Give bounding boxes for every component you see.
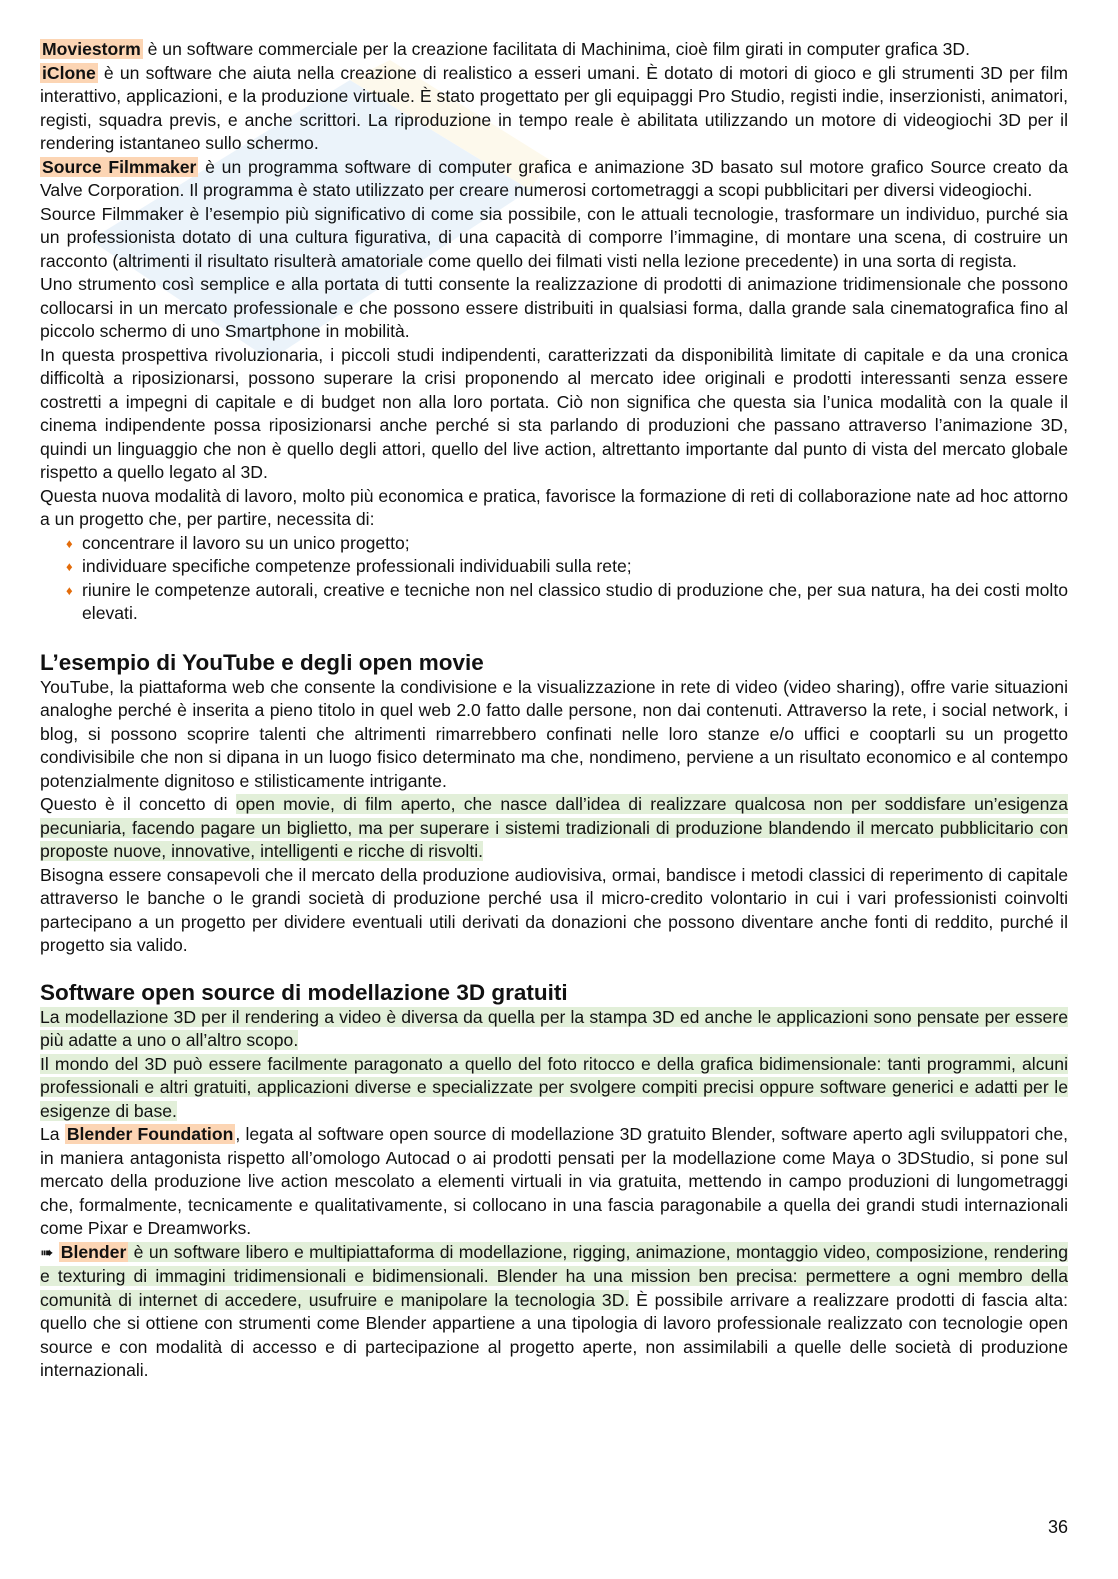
document-page <box>40 38 1068 1383</box>
paragraph-sfm-example: Source Filmmaker è l’esempio più significativo di come sia possibile, con le attuali tecnologie, trasformare un individuo, purché sia un professionista dotato di una cultura figurativa, di una capacità di comporre l’immagine, di montare una scena, di costruire un racconto (altrimenti il risultato risulterà amatoriale come quello dei filmati visti nella lezione precedente) in una sorta di regista. <box>40 203 1068 271</box>
paragraph-micro-credit: Bisogna essere consapevoli che il mercato della produzione audiovisiva, ormai, bandisce i metodi classici di reperimento di capitale attraverso le banche o le grandi società di produzione perché usa il micro-credito volontario in cui i vari professionisti coinvolti partecipano a un progetto per dividere eventuali utili derivati da donazioni che possono diventare anche fonti di reddito, purché il progetto sia valido. <box>40 864 1068 955</box>
paragraph-simple-tool: Uno strumento così semplice e alla portata di tutti consente la realizzazione di prodotti di animazione tridimensionale che possono collocarsi in un mercato professionale e che possono essere distribuiti in qualsiasi forma, dalla grande sala cinematografica fino al piccolo schermo di uno Smartphone in mobilità. <box>40 274 1068 341</box>
page-number: 36 <box>1047 1517 1068 1537</box>
highlight-open-movie: open movie, di film aperto, che nasce dall’idea di realizzare qualcosa non per soddisfare un’esigenza pecuniaria, facendo pagare un biglietto, ma per superare i sistemi tradizionali di produzione blandendo il mercato pubblicitario con proposte nuove, innovative, intelligenti e ricche di risvolti. <box>40 794 1068 861</box>
bullet-list <box>40 532 1068 626</box>
list-item: ♦ concentrare il lavoro su un unico progetto; <box>66 532 1068 556</box>
list-item: ♦ riunire le competenze autorali, creative e tecniche non nel classico studio di produzione che, per sua natura, ha dei costi molto elevati. <box>66 579 1068 623</box>
term-blender: Blender <box>60 1241 127 1262</box>
list-item: ♦ individuare specifiche competenze professionali individuabili sulla rete; <box>66 555 1068 579</box>
paragraph-blender: ➠ Blender è un software libero e multipiattaforma di modellazione, rigging, animazione, montaggio video, composizione, rendering e texturing di immagini tridimensionali e bidimensionali. Blender ha una mission ben precisa: permettere a ogni membro della comunità di internet di accedere, usufruire e manipolare la tecnologia 3D. È possibile arrivare a realizzare prodotti di fascia alta: quello che si ottiene con strumenti come Blender appartiene a una tipologia di lavoro professionale realizzato con tecnologie open source e con modalità di accesso e di partecipazione al progetto aperte, non assimilabili a quelle delle società di produzione internazionali. <box>40 1241 1069 1380</box>
term-blender-foundation: Blender Foundation <box>66 1124 234 1144</box>
paragraph-iclone: iClone è un software che aiuta nella creazione di realistico a esseri umani. È dotato di motori di gioco e gli strumenti 3D per film interattivo, applicazioni, e la produzione virtuale. È stato progettato per gli equipaggi Pro Studio, registi indie, inserzionisti, animatori, registi, squadra previs, e anche scrittori. La riproduzione in tempo reale è abilitata utilizzando un motore di videogiochi 3D per il rendering istantaneo sullo schermo. <box>40 62 1068 153</box>
term-moviestorm: Moviestorm <box>42 39 141 59</box>
diamond-bullet-icon: ♦ <box>66 535 73 551</box>
paragraph-3d-world: Il mondo del 3D può essere facilmente paragonato a quello del foto ritocco e della grafica bidimensionale: tanti programmi, alcuni professionali e altri gratuiti, applicazioni diverse e specializzate per svolgere compiti precisi oppure software generici e adatti per le esigenze di base. <box>40 1053 1068 1121</box>
term-source-filmmaker: Source Filmmaker <box>42 156 197 177</box>
section-heading-open-source: Software open source di modellazione 3D gratuiti <box>40 979 568 1005</box>
arrow-icon: ➠ <box>40 1244 54 1262</box>
paragraph-youtube: YouTube, la piattaforma web che consente la condivisione e la visualizzazione in rete di video (video sharing), offre varie situazioni analoghe perché è inserita a pieno titolo in quel web 2.0 fatto dalle persone, non dai contenuti. Attraverso la rete, i social network, i blog, si possono scoprire talenti che altrimenti rimarrebbero confinati nelle loro stanze e/o uffici e cooptarli su un progetto condivisibile che non si dipana in un luogo fisico determinato ma che, nondimeno, perviene a un risultato economico e al contempo potenzialmente dignitoso e stilisticamente intrigante. <box>40 676 1068 791</box>
paragraph-open-movie: Questo è il concetto di open movie, di film aperto, che nasce dall’idea di realizzare qualcosa non per soddisfare un’esigenza pecuniaria, facendo pagare un biglietto, ma per superare i sistemi tradizionali di produzione blandendo il mercato pubblicitario con proposte nuove, innovative, intelligenti e ricche di risvolti. <box>40 794 1068 861</box>
paragraph-moviestorm: Moviestorm è un software commerciale per la creazione facilitata di Machinima, cioè film girati in computer grafica 3D. <box>42 39 970 59</box>
paragraph-new-work-mode: Questa nuova modalità di lavoro, molto più economica e pratica, favorisce la formazione di reti di collaborazione nate ad hoc attorno a un progetto che, per partire, necessita di: <box>40 485 1068 529</box>
paragraph-revolutionary-perspective: In questa prospettiva rivoluzionaria, i piccoli studi indipendenti, caratterizzati da disponibilità limitate di capitale e da una cronica difficoltà a riposizionarsi, possono superare la crisi proponendo al mercato idee originali e prodotti interessanti senza essere costretti a impegni di capitale e di budget non alla loro portata. Ciò non significa che questa sia l’unica modalità con la quale il cinema indipendente possa riposizionarsi anche perché si sta parlando di produzioni che passano attraverso l’animazione 3D, quindi un linguaggio che non è quello degli attori, quello del live action, altrettanto importante dal punto di vista del mercato globale rispetto a quello legato al 3D. <box>40 344 1068 482</box>
paragraph-blender-foundation: La Blender Foundation , legata al software open source di modellazione 3D gratuito Blender, software aperto agli sviluppatori che, in maniera antagonista rispetto all’omologo Autocad o ai prodotti pensati per la modellazione come Maya o 3DStudio, si pone sul mercato della produzione live action mescolato a elementi virtuali in via gratuita, mettendo in campo produzioni di lungometraggi che, formalmente, tecnicamente e qualitativamente, si collocano in una fascia paragonabile a quella dei grandi studi internazionali come Pixar e Dreamworks. <box>40 1124 1068 1238</box>
diamond-bullet-icon: ♦ <box>66 559 73 574</box>
section-heading-youtube: L’esempio di YouTube e degli open movie <box>40 649 484 675</box>
paragraph-source-filmmaker: Source Filmmaker è un programma software di computer grafica e animazione 3D basato sul motore grafico Source creato da Valve Corporation. Il programma è stato utilizzato per creare numerosi cortometraggi a scopi pubblicitari per diversi videogiochi. <box>40 156 1068 200</box>
paragraph-modelling: La modellazione 3D per il rendering a video è diversa da quella per la stampa 3D ed anche le applicazioni sono pensate per essere più adatte a uno o all’altro scopo. <box>40 1006 1068 1050</box>
term-iclone: iClone <box>42 62 96 83</box>
diamond-bullet-icon: ♦ <box>66 582 73 598</box>
